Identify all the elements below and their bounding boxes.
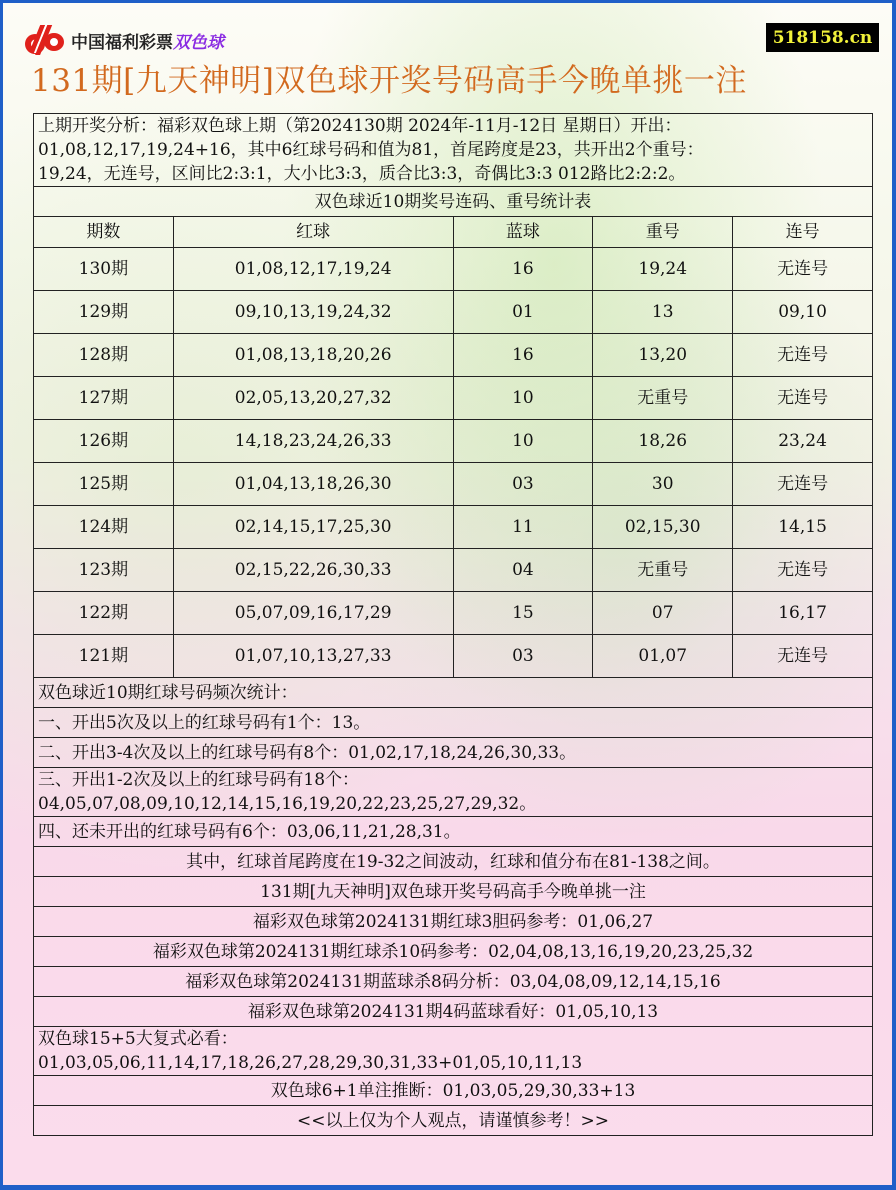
frequency-title-row <box>34 678 873 708</box>
frequency-item-1: 一、开出5次及以上的红球号码有1个：13。 <box>34 708 873 738</box>
table-row <box>34 420 873 463</box>
cell-repeat: 无重号 <box>593 377 733 420</box>
cell-red: 02,15,22,26,30,33 <box>173 549 453 592</box>
cell-repeat: 19,24 <box>593 248 733 291</box>
stats-table-title: 双色球近10期奖号连码、重号统计表 <box>34 187 873 217</box>
logo-text: 中国福利彩票双色球 <box>71 32 224 53</box>
cell-repeat: 无重号 <box>593 549 733 592</box>
red-kill-pick: 福彩双色球第2024131期红球杀10码参考：02,04,08,13,16,19,20,23,25,32 <box>34 937 873 967</box>
frequency-title: 双色球近10期红球号码频次统计： <box>34 678 873 708</box>
stats-table-title-row <box>34 187 873 217</box>
blue-pick: 福彩双色球第2024131期4码蓝球看好：01,05,10,13 <box>34 997 873 1027</box>
cell-consecutive: 23,24 <box>733 420 873 463</box>
cell-red: 01,08,12,17,19,24 <box>173 248 453 291</box>
cell-red: 09,10,13,19,24,32 <box>173 291 453 334</box>
table-row <box>34 291 873 334</box>
frequency-item-row <box>34 817 873 847</box>
table-row <box>34 334 873 377</box>
cell-period: 123期 <box>34 549 174 592</box>
cell-consecutive: 无连号 <box>733 463 873 506</box>
logo-game-name: 双色球 <box>173 32 224 53</box>
blue-kill-pick: 福彩双色球第2024131期蓝球杀8码分析：03,04,08,09,12,14,15,16 <box>34 967 873 997</box>
cell-blue: 01 <box>453 291 593 334</box>
analysis-line-2: 01,08,12,17,19,24+16，其中6红球号码和值为81，首尾跨度是23，共开出2个重号： <box>38 140 704 160</box>
frequency-item-row <box>34 768 873 817</box>
site-badge: 518158.cn <box>766 23 879 52</box>
cell-blue: 10 <box>453 377 593 420</box>
single-pick: 双色球6+1单注推断：01,03,05,29,30,33+13 <box>34 1076 873 1106</box>
cell-repeat: 13,20 <box>593 334 733 377</box>
cell-red: 05,07,09,16,17,29 <box>173 592 453 635</box>
prediction-row <box>34 937 873 967</box>
compound-numbers: 01,03,05,06,11,14,17,18,26,27,28,29,30,31,33+01,05,10,11,13 <box>38 1053 583 1073</box>
cell-blue: 10 <box>453 420 593 463</box>
cell-consecutive: 09,10 <box>733 291 873 334</box>
table-row <box>34 377 873 420</box>
stats-header-row <box>34 217 873 248</box>
cell-period: 121期 <box>34 635 174 678</box>
frequency-item-row <box>34 738 873 768</box>
frequency-item-3-numbers: 04,05,07,08,09,10,12,14,15,16,19,20,22,23,25,27,29,32。 <box>38 794 537 814</box>
cell-repeat: 13 <box>593 291 733 334</box>
cell-period: 127期 <box>34 377 174 420</box>
cell-red: 01,08,13,18,20,26 <box>173 334 453 377</box>
table-row <box>34 635 873 678</box>
cell-blue: 15 <box>453 592 593 635</box>
welfare-lottery-logo <box>23 23 224 57</box>
cell-consecutive: 无连号 <box>733 635 873 678</box>
cwl-logo-icon <box>23 23 67 57</box>
cell-red: 02,05,13,20,27,32 <box>173 377 453 420</box>
prediction-subtitle: 131期[九天神明]双色球开奖号码高手今晚单挑一注 <box>34 877 873 907</box>
cell-blue: 03 <box>453 463 593 506</box>
cell-repeat: 01,07 <box>593 635 733 678</box>
cell-period: 122期 <box>34 592 174 635</box>
cell-repeat: 30 <box>593 463 733 506</box>
cell-period: 128期 <box>34 334 174 377</box>
frequency-item-2: 二、开出3-4次及以上的红球号码有8个：01,02,17,18,24,26,30,33。 <box>34 738 873 768</box>
col-header-blue: 蓝球 <box>453 217 593 248</box>
page-title: 131期[九天神明]双色球开奖号码高手今晚单挑一注 <box>31 63 747 99</box>
cell-red: 01,04,13,18,26,30 <box>173 463 453 506</box>
prediction-row <box>34 907 873 937</box>
cell-red: 02,14,15,17,25,30 <box>173 506 453 549</box>
table-row <box>34 592 873 635</box>
prediction-row <box>34 877 873 907</box>
frequency-item-row <box>34 708 873 738</box>
cell-consecutive: 16,17 <box>733 592 873 635</box>
prediction-row <box>34 997 873 1027</box>
cell-red: 14,18,23,24,26,33 <box>173 420 453 463</box>
last-draw-analysis <box>34 114 873 187</box>
prediction-row <box>34 1076 873 1106</box>
frequency-item-4: 四、还未开出的红球号码有6个：03,06,11,21,28,31。 <box>34 817 873 847</box>
prediction-row <box>34 1027 873 1076</box>
range-note: 其中，红球首尾跨度在19-32之间波动，红球和值分布在81-138之间。 <box>34 847 873 877</box>
table-row <box>34 463 873 506</box>
cell-consecutive: 无连号 <box>733 377 873 420</box>
table-row <box>34 506 873 549</box>
lottery-analysis-table <box>33 113 873 1136</box>
disclaimer: <<以上仅为个人观点，请谨慎参考！>> <box>34 1106 873 1136</box>
cell-period: 130期 <box>34 248 174 291</box>
frequency-item-3-label: 三、开出1-2次及以上的红球号码有18个： <box>38 770 360 790</box>
analysis-line-1: 上期开奖分析：福彩双色球上期（第2024130期 2024年-11月-12日 星期日）开出： <box>38 116 682 136</box>
compound-title: 双色球15+5大复式必看： <box>38 1029 238 1049</box>
prediction-row <box>34 847 873 877</box>
cell-red: 01,07,10,13,27,33 <box>173 635 453 678</box>
cell-consecutive: 无连号 <box>733 549 873 592</box>
analysis-line-3: 19,24，无连号，区间比2:3:1，大小比3:3，质合比3:3，奇偶比3:3 012路比2:2:2。 <box>38 164 686 184</box>
col-header-repeat: 重号 <box>593 217 733 248</box>
red-dan-pick: 福彩双色球第2024131期红球3胆码参考：01,06,27 <box>34 907 873 937</box>
cell-period: 124期 <box>34 506 174 549</box>
cell-blue: 16 <box>453 334 593 377</box>
cell-consecutive: 无连号 <box>733 334 873 377</box>
cell-consecutive: 14,15 <box>733 506 873 549</box>
prediction-row <box>34 967 873 997</box>
col-header-consecutive: 连号 <box>733 217 873 248</box>
page-frame <box>3 3 892 1185</box>
cell-consecutive: 无连号 <box>733 248 873 291</box>
cell-blue: 04 <box>453 549 593 592</box>
cell-period: 125期 <box>34 463 174 506</box>
cell-period: 126期 <box>34 420 174 463</box>
disclaimer-row <box>34 1106 873 1136</box>
cell-repeat: 02,15,30 <box>593 506 733 549</box>
col-header-red: 红球 <box>173 217 453 248</box>
cell-repeat: 07 <box>593 592 733 635</box>
table-row <box>34 248 873 291</box>
table-row <box>34 549 873 592</box>
cell-blue: 16 <box>453 248 593 291</box>
cell-blue: 11 <box>453 506 593 549</box>
cell-period: 129期 <box>34 291 174 334</box>
col-header-period: 期数 <box>34 217 174 248</box>
cell-blue: 03 <box>453 635 593 678</box>
cell-repeat: 18,26 <box>593 420 733 463</box>
